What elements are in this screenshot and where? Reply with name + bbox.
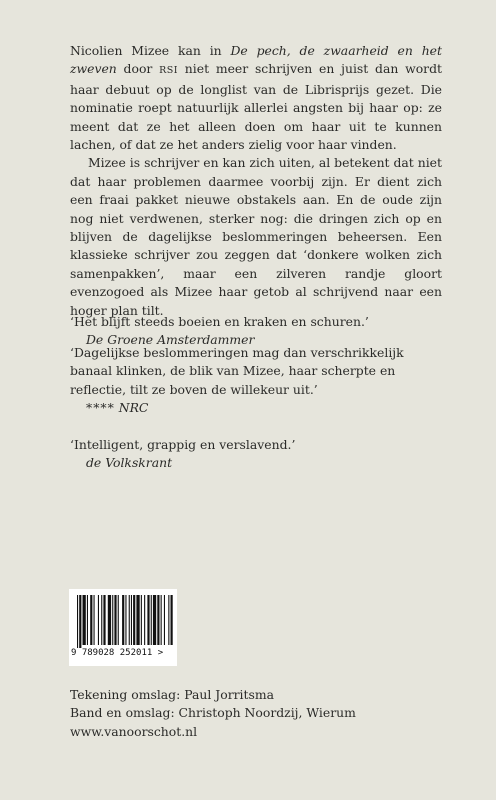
isbn-barcode: [69, 589, 177, 666]
blurb-paragraph-2: Mizee is schrijver en kan zich uiten, al betekent dat niet dat haar problemen daarmee voorbij zijn. Er dient zich een fraai pakket nieuwe obstakels aan. En de oude zijn nog niet verdwenen, sterker nog: die dringen zich op en blijven de dagelijkse beslommeringen beheersen. Een klassieke schrijver zou zeggen dat ‘donkere wolken zich samenpakken’, maar een zilveren randje gloort evenzogoed als Mizee haar getob al schrijvend naar een hoger plan tilt.: [70, 155, 442, 318]
barcode-bar: [114, 595, 116, 645]
quote-source: de Volkskrant: [86, 455, 173, 471]
quote-text: ‘Intelligent, grappig en verslavend.’: [70, 437, 296, 452]
barcode-bar: [147, 595, 149, 645]
barcode-bar: [98, 595, 99, 645]
quote-text: ‘Dagelijkse beslommeringen mag dan verschrikkelijk banaal klinken, de blik van Mizee, haar scherpte en reflectie, tilt ze boven de willekeur uit.’: [70, 345, 404, 397]
barcode-bar: [125, 595, 126, 645]
barcode-bar: [87, 595, 88, 645]
quote-source: [70, 399, 442, 417]
review-quote-volkskrant: [70, 436, 442, 473]
isbn-digits: [71, 648, 177, 658]
barcode-bar: [161, 595, 162, 645]
barcode-bar: [94, 595, 95, 645]
barcode-bar: [136, 595, 139, 645]
blurb-text: door: [116, 61, 160, 77]
barcode-bar: [83, 595, 86, 645]
barcode-arrow: >: [157, 648, 164, 658]
barcode-bar: [144, 595, 145, 645]
quote-text: ‘Het blijft steeds boeien en kraken en schuren.’: [70, 314, 369, 329]
barcode-bar: [168, 595, 169, 645]
barcode-bar: [90, 595, 92, 645]
barcode-bar: [133, 595, 135, 645]
barcode-bar: [101, 595, 102, 645]
barcode-bars: [69, 589, 177, 649]
book-title: De pech, de zwaarheid en het zweven: [70, 43, 442, 77]
barcode-bar: [131, 595, 132, 645]
blurb: [70, 42, 442, 320]
blurb-text: niet meer schrijven en juist dan wordt haar debuut op de longlist van de Librisprijs gezet. Die nominatie roept natuurlijk allerlei angsten bij haar op: ze meent dat ze het alleen doen om haar uit te kunnen lachen, of dat ze het anders zielig voor haar vinden.: [70, 61, 442, 153]
barcode-bar: [108, 595, 111, 645]
rating-stars: ****: [86, 400, 115, 416]
credit-design: Band en omslag: Christoph Noordzij, Wierum: [70, 705, 356, 721]
credits: [70, 686, 356, 741]
barcode-bar: [141, 595, 142, 645]
review-quote-nrc: [70, 344, 442, 418]
barcode-bar: [118, 595, 119, 645]
barcode-bar: [171, 595, 173, 645]
publisher-website: www.vanoorschot.nl: [70, 723, 198, 739]
barcode-bar: [151, 595, 152, 645]
barcode-bar: [164, 595, 165, 645]
barcode-bar: [77, 595, 78, 648]
blurb-paragraph-1: [70, 42, 442, 154]
blurb-text: Nicolien Mizee kan in: [70, 43, 231, 58]
barcode-bar: [103, 595, 105, 645]
barcode-bar: [153, 595, 156, 645]
rsi-abbreviation: RSI: [159, 65, 179, 77]
quote-source: De Groene Amsterdammer: [86, 332, 255, 348]
barcode-bar: [112, 595, 113, 645]
quote-source-name: NRC: [118, 400, 149, 416]
barcode-bar: [129, 595, 130, 645]
barcode-bar: [157, 595, 159, 645]
barcode-bar: [122, 595, 124, 645]
barcode-bar: [79, 595, 81, 648]
isbn-number: 9 789028 252011: [71, 648, 153, 658]
credit-illustration: Tekening omslag: Paul Jorritsma: [70, 687, 274, 702]
